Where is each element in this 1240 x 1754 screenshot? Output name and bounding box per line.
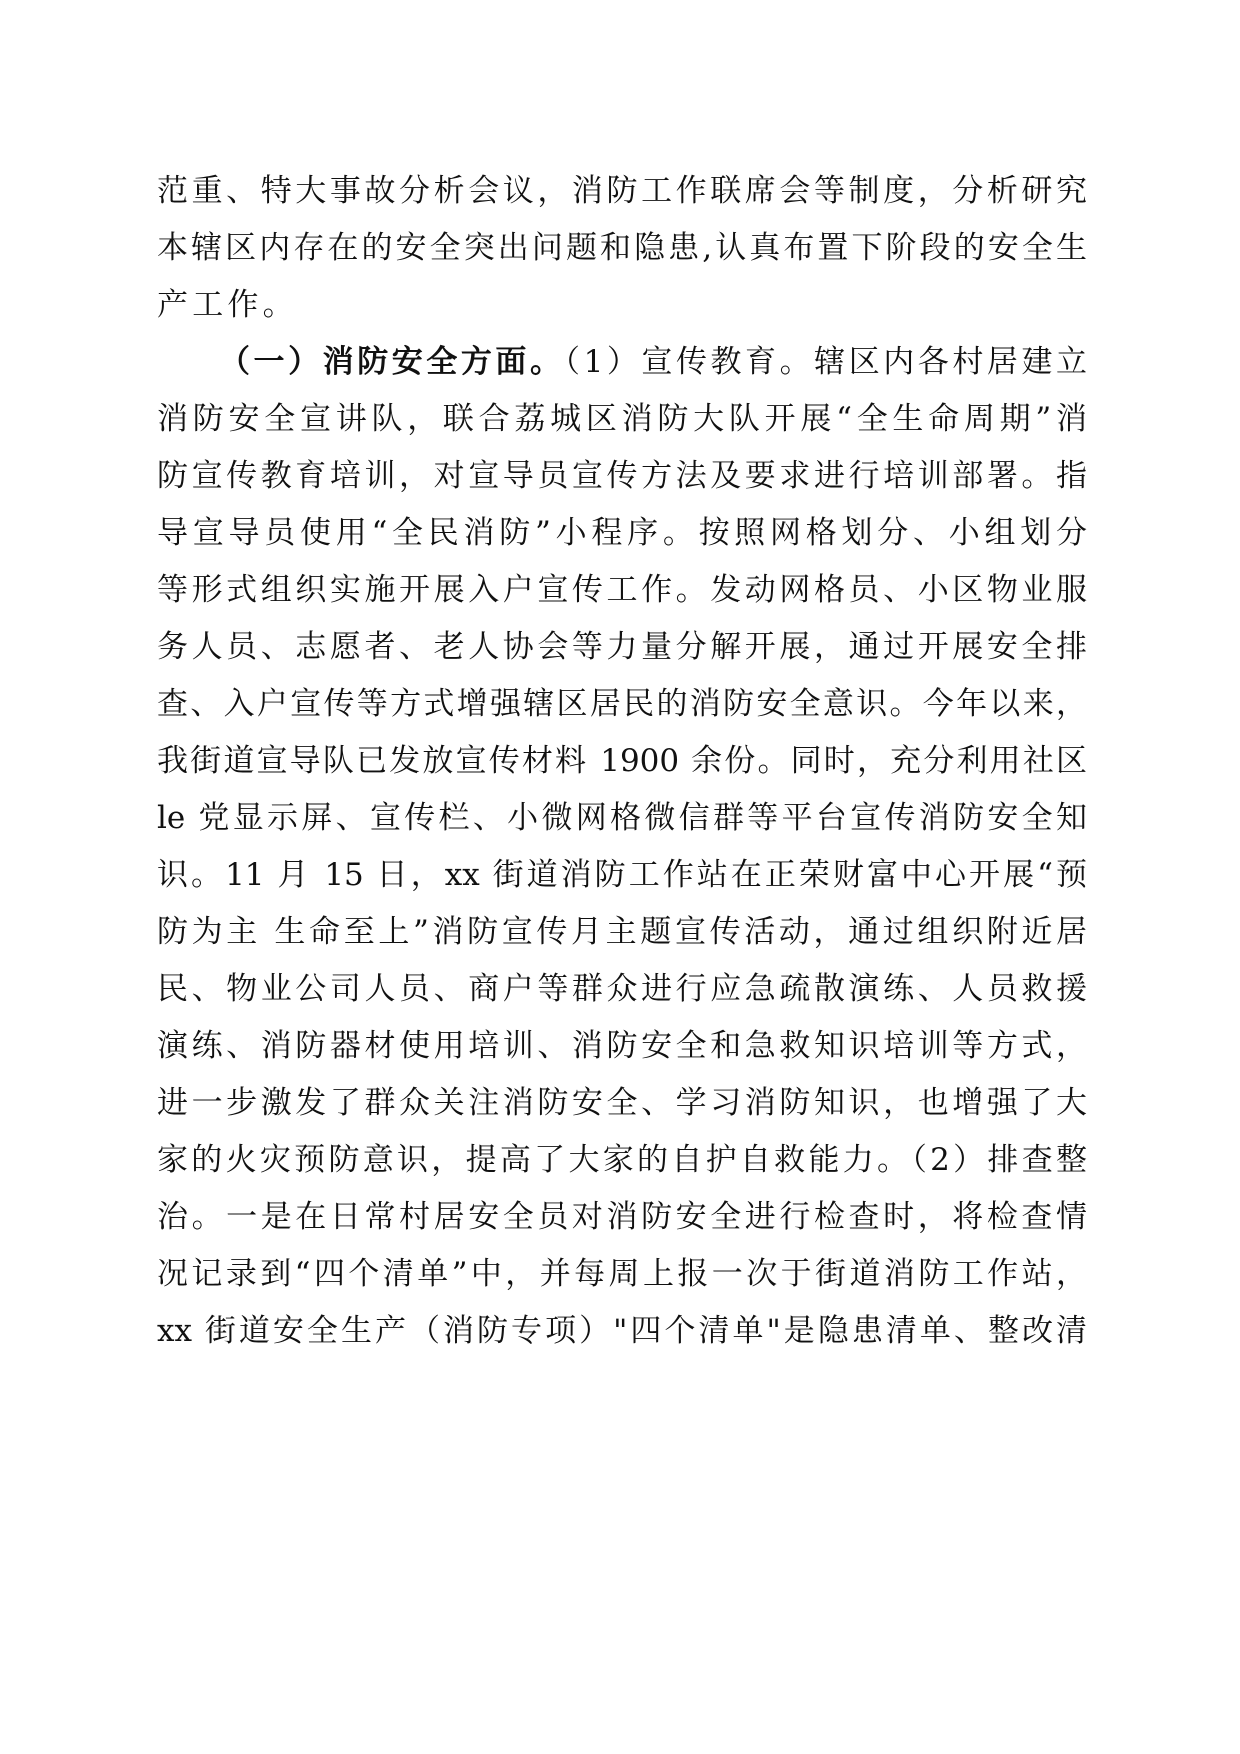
section-paragraph-first-line <box>219 336 1087 388</box>
text-line-1: 范重、特大事故分析会议，消防工作联席会等制度，分析研究 <box>157 173 1087 209</box>
section-heading: （一）消防安全方面。 <box>219 344 565 380</box>
text-line-3: 产工作。 <box>157 287 298 323</box>
text-line-4: （1）宣传教育。辖区内各村居建立 <box>564 344 1087 380</box>
text-line-5: 消防安全宣讲队，联合荔城区消防大队开展“全生命周期”消 <box>157 401 1087 437</box>
text-line-20: 况记录到“四个清单”中，并每周上报一次于街道消防工作站， <box>157 1256 1087 1292</box>
text-line-10: 查、入户宣传等方式增强辖区居民的消防安全意识。今年以来， <box>157 686 1087 722</box>
text-line-14: 防为主 生命至上”消防宣传月主题宣传活动，通过组织附近居 <box>157 914 1087 950</box>
text-line-8: 等形式组织实施开展入户宣传工作。发动网格员、小区物业服 <box>157 572 1087 608</box>
text-line-17: 进一步激发了群众关注消防安全、学习消防知识，也增强了大 <box>157 1085 1087 1121</box>
text-line-2: 本辖区内存在的安全突出问题和隐患,认真布置下阶段的安全生 <box>157 230 1087 266</box>
text-line-13: 识。11 月 15 日，xx 街道消防工作站在正荣财富中心开展“预 <box>157 857 1087 893</box>
text-line-15: 民、物业公司人员、商户等群众进行应急疏散演练、人员救援 <box>157 971 1087 1007</box>
text-line-19: 治。一是在日常村居安全员对消防安全进行检查时，将检查情 <box>157 1199 1087 1235</box>
text-line-16: 演练、消防器材使用培训、消防安全和急救知识培训等方式， <box>157 1028 1087 1064</box>
text-line-12: le 党显示屏、宣传栏、小微网格微信群等平台宣传消防安全知 <box>157 800 1087 836</box>
text-line-21: xx 街道安全生产（消防专项）"四个清单"是隐患清单、整改清 <box>157 1313 1087 1349</box>
text-line-18: 家的火灾预防意识，提高了大家的自护自救能力。（2）排查整 <box>157 1142 1087 1178</box>
text-line-7: 导宣导员使用“全民消防”小程序。按照网格划分、小组划分 <box>157 515 1087 551</box>
text-line-11: 我街道宣导队已发放宣传材料 1900 余份。同时，充分利用社区 <box>157 743 1087 779</box>
text-line-6: 防宣传教育培训，对宣导员宣传方法及要求进行培训部署。指 <box>157 458 1087 494</box>
text-line-9: 务人员、志愿者、老人协会等力量分解开展，通过开展安全排 <box>157 629 1087 665</box>
